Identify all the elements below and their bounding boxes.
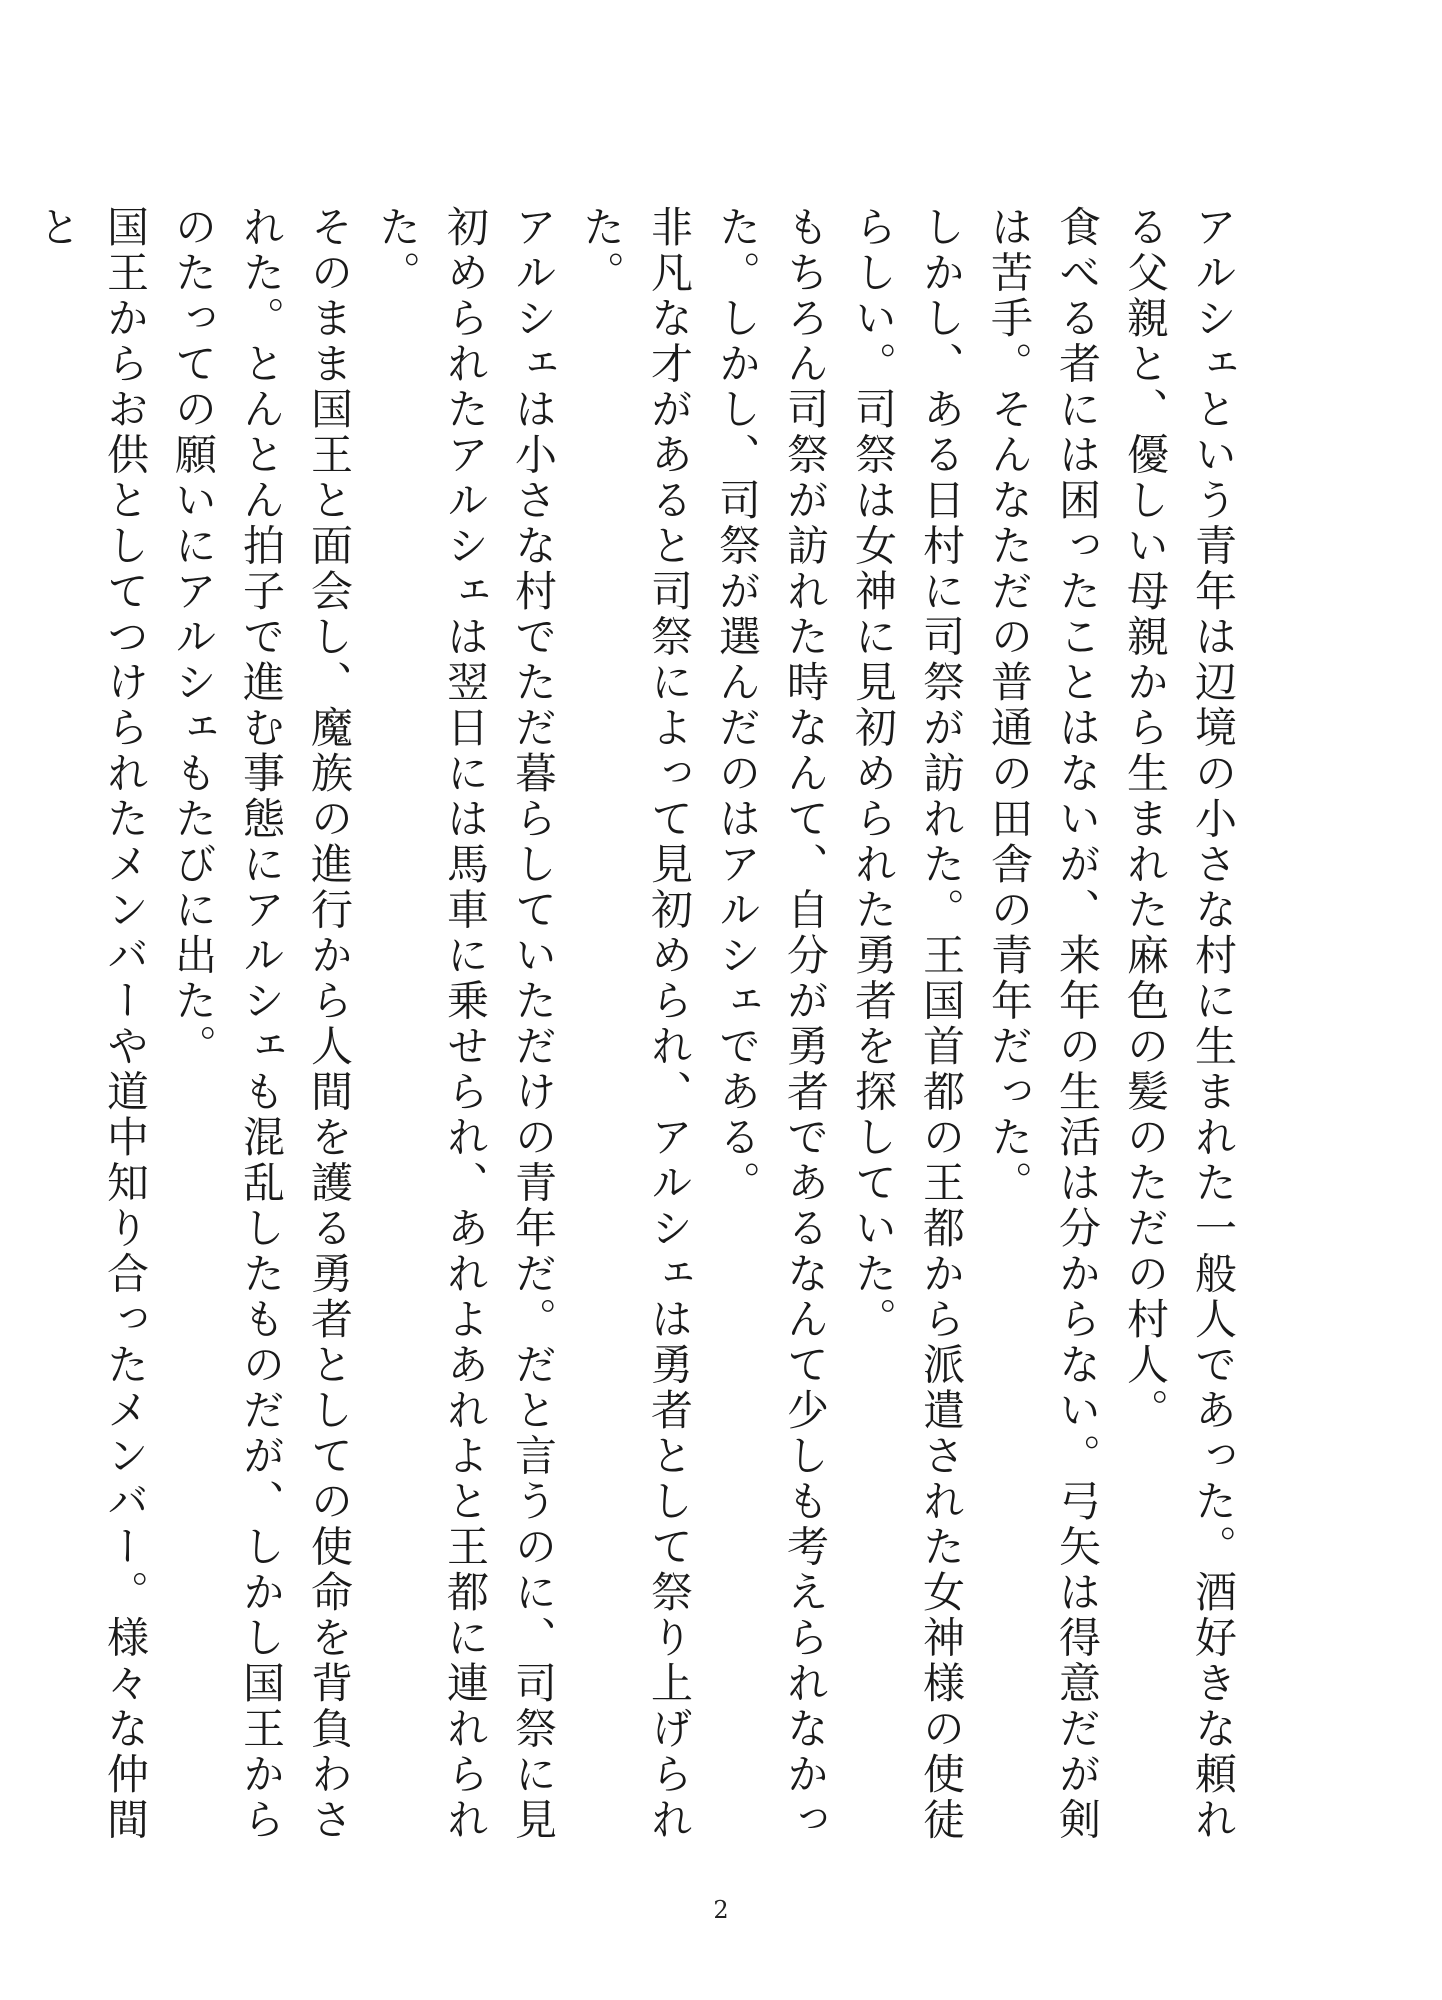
paragraph: 非凡な才があると司祭によって見初められ、アルシェは勇者として祭り上げられた。 xyxy=(577,205,694,1843)
body-text xyxy=(33,205,1247,1865)
paragraph: 食べる者には困ったことはないが、来年の生活は分からない。弓矢は得意だが剣は苦手。そんなただの普通の田舎の青年だった。 xyxy=(985,205,1102,1843)
page-number: 2 xyxy=(713,1896,729,1924)
paragraph: アルシェは小さな村でただ暮らしていただけの青年だ。だと言うのに、司祭に見初められたアルシェは翌日には馬車に乗せられ、あれよあれよと王都に連れられた。 xyxy=(373,205,558,1843)
paragraph: しかし、ある日村に司祭が訪れた。王国首都の王都から派遣された女神様の使徒らしい。司祭は女神に見初められた勇者を探していた。 xyxy=(849,205,966,1843)
paragraph: もちろん司祭が訪れた時なんて、自分が勇者であるなんて少しも考えられなかった。しかし、司祭が選んだのはアルシェである。 xyxy=(713,205,830,1843)
paragraph: アルシェという青年は辺境の小さな村に生まれた一般人であった。酒好きな頼れる父親と、優しい母親から生まれた麻色の髪のただの村人。 xyxy=(1121,205,1238,1843)
paragraph: そのまま国王と面会し、魔族の進行から人間を護る勇者としての使命を背負わされた。とんとん拍子で進む事態にアルシェも混乱したものだが、しかし国王からのたっての願いにアルシェもたびに出た。 xyxy=(169,205,354,1843)
paragraph: 国王からお供としてつけられたメンバーや道中知り合ったメンバー。様々な仲間と xyxy=(33,205,150,1843)
